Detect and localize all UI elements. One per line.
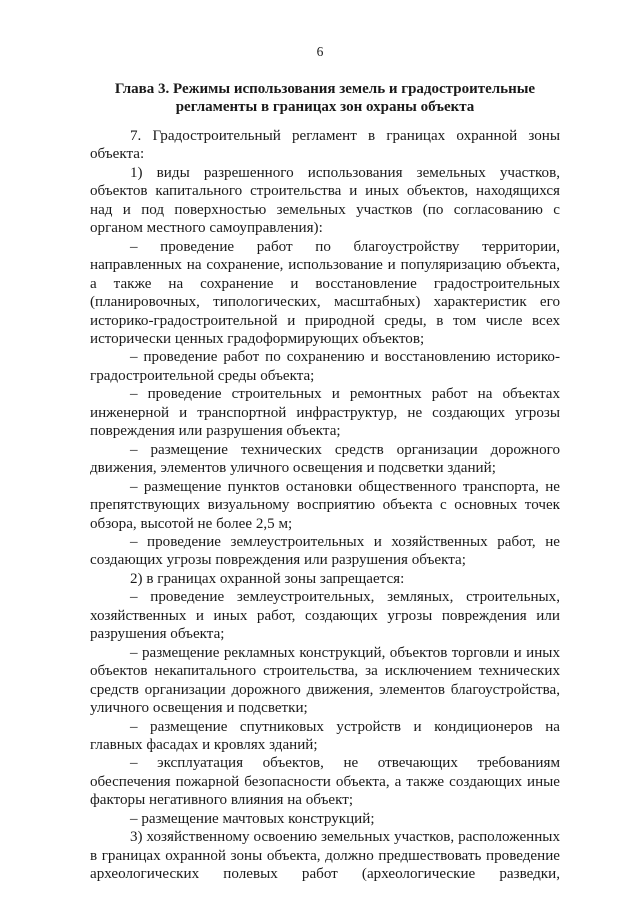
chapter-heading: Глава 3. Режимы использования земель и градостроительные регламенты в границах зон охраны объекта <box>114 81 536 115</box>
document-body <box>90 127 560 884</box>
page-number: 6 <box>316 44 324 59</box>
paragraph-dash-land-works: – проведение землеустроительных и хозяйственных работ, не создающих угрозы повреждения или разрушения объекта; <box>90 533 560 569</box>
paragraph-item-1: 1) виды разрешенного использования земельных участков, объектов капитального строительства и иных объектов, находящихся над и под поверхностью земельных участков (по согласованию с органом местного самоуправления): <box>90 164 560 237</box>
paragraph-dash-landscaping: – проведение работ по благоустройству территории, направленных на сохранение, использование и популяризацию объекта, а также на сохранение и восстановление градостроительных (планировочных, типологических, масштабных) характеристик его историко-градостроительной и природной среды, в том числе всех исторически ценных градоформирующих объектов; <box>90 238 560 347</box>
paragraph-section-7: 7. Градостроительный регламент в границах охранной зоны объекта: <box>90 128 560 163</box>
paragraph-dash-restoration: – проведение работ по сохранению и восстановлению историко-градостроительной среды объекта; <box>90 349 560 384</box>
paragraph-dash-traffic-means: – размещение технических средств организации дорожного движения, элементов уличного освещения и подсветки зданий; <box>90 441 560 477</box>
paragraph-item-3: 3) хозяйственному освоению земельных участков, расположенных в границах охранной зоны объекта, должно предшествовать проведение археологических полевых работ (археологические разведки, <box>90 829 560 883</box>
paragraph-dash-fire-safety: – эксплуатация объектов, не отвечающих требованиям обеспечения пожарной безопасности объекта, а также создающих иные факторы негативного влияния на объект; <box>90 755 560 809</box>
paragraph-dash-masts: – размещение мачтовых конструкций; <box>130 810 375 827</box>
paragraph-dash-satellite: – размещение спутниковых устройств и кондиционеров на главных фасадах и кровлях зданий; <box>90 718 560 753</box>
paragraph-dash-prohibited-works: – проведение землеустроительных, земляных, строительных, хозяйственных и иных работ, создающих угрозы повреждения или разрушения объекта; <box>90 589 560 643</box>
paragraph-item-2: 2) в границах охранной зоны запрещается: <box>130 570 405 587</box>
paragraph-dash-transit-stops: – размещение пунктов остановки общественного транспорта, не препятствующих визуальному восприятию объекта с основных точек обзора, высотой не более 2,5 м; <box>90 478 560 532</box>
paragraph-dash-advertising: – размещение рекламных конструкций, объектов торговли и иных объектов некапитального строительства, за исключением технических средств организации дорожного движения, элементов благоустройства, уличного освещения и подсветки; <box>90 644 560 717</box>
paragraph-dash-construction: – проведение строительных и ремонтных работ на объектах инженерной и транспортной инфраструктур, не создающих угрозы повреждения или разрушения объекта; <box>90 386 560 440</box>
